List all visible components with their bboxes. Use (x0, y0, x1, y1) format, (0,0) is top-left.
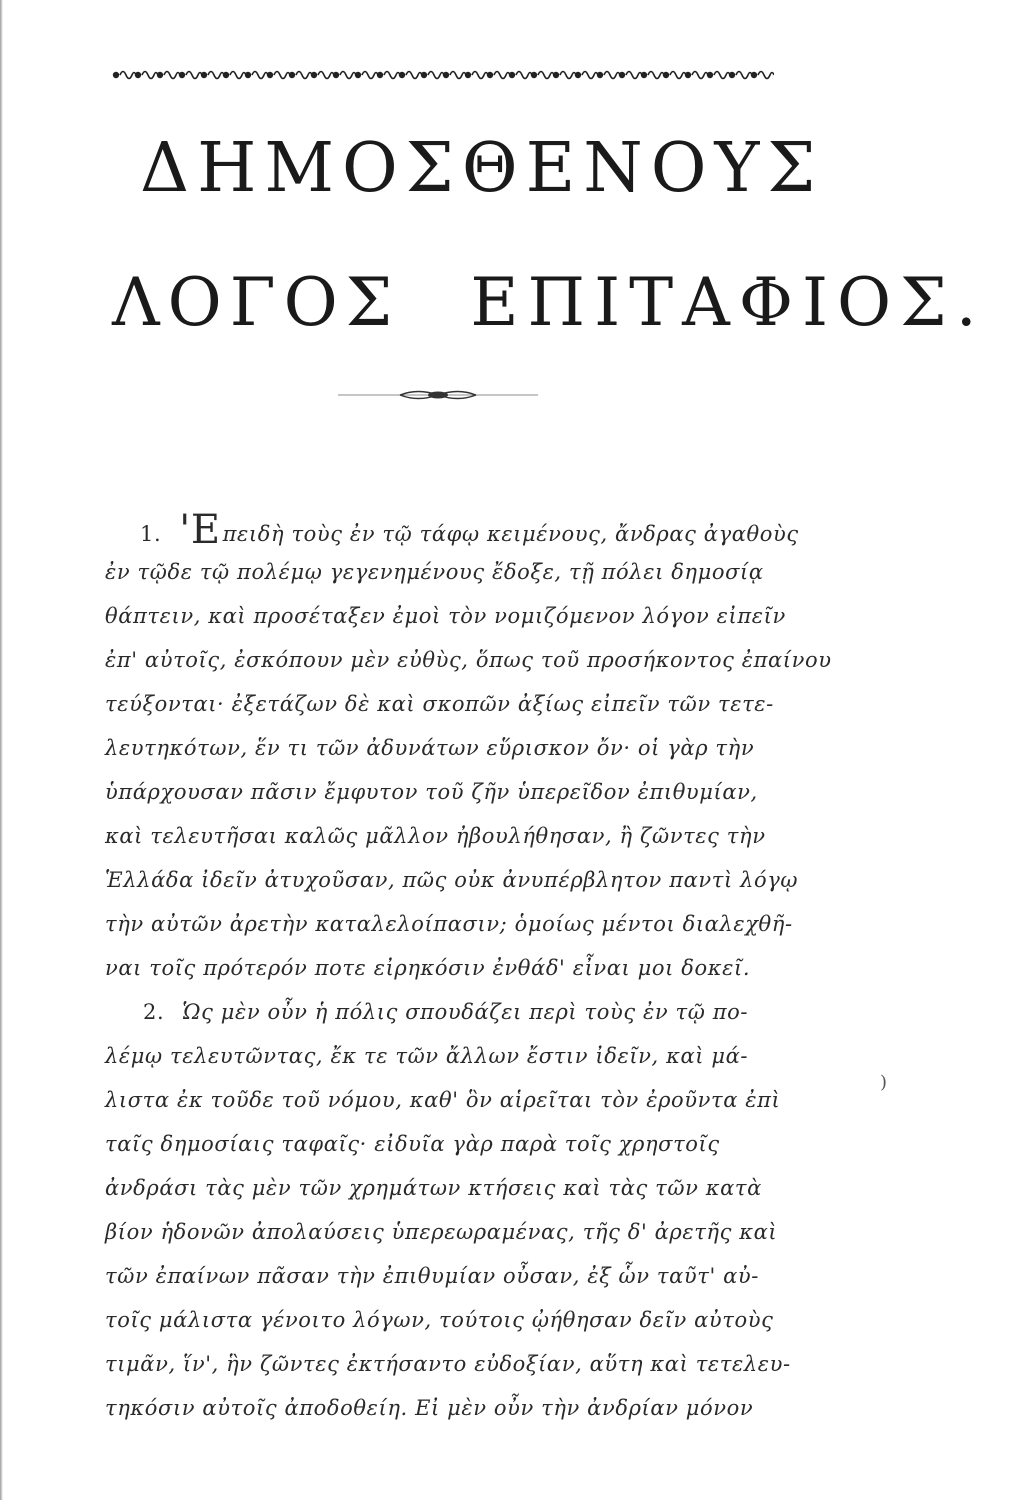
margin-mark: ) (880, 1072, 888, 1093)
ornament-scroll (340, 72, 356, 79)
ornament-dot (553, 72, 559, 78)
ornament-scroll (648, 72, 664, 79)
text-line: λευτηκότων, ἕν τι τῶν ἀδυνάτων εὕρισκον ὄν· οἱ γὰρ τὴν (105, 736, 755, 760)
text-line: τιμᾶν, ἵν', ἣν ζῶντες ἐκτήσαντο εὐδοξίαν, αὕτη καὶ τετελευ- (105, 1352, 791, 1376)
paragraph-number: 2. (143, 1000, 165, 1024)
subtitle-word-logos: ΛΟΓΟΣ (112, 264, 401, 341)
text-line: λιστα ἐκ τοῦδε τοῦ νόμου, καθ' ὃν αἱρεῖται τὸν ἐροῦντα ἐπὶ (105, 1088, 781, 1112)
ornament-scroll (626, 72, 642, 79)
paragraph-2-first-line (143, 1002, 748, 1023)
text-line: Ὡς μὲν οὖν ἡ πόλις σπουδάζει περὶ τοὺς ἐν τῷ πο- (182, 1000, 749, 1024)
ornament-scroll (142, 72, 158, 79)
ornament-scroll (758, 72, 774, 79)
title-rule-ornament (338, 386, 538, 404)
ornament-dot (619, 72, 625, 78)
ornament-scroll (252, 72, 268, 79)
ornament-scroll (186, 72, 202, 79)
text-line: ἐν τῷδε τῷ πολέμῳ γεγενημένους ἔδοξε, τῇ πόλει δημοσίᾳ (105, 560, 764, 584)
ornament-scroll (560, 72, 576, 79)
ornament-dot (707, 72, 713, 78)
text-line: ὑπάρχουσαν πᾶσιν ἔμφυτον τοῦ ζῆν ὑπερεῖδον ἐπιθυμίαν, (105, 780, 758, 804)
ornament-scroll (538, 72, 554, 79)
text-line: τῶν ἐπαίνων πᾶσαν τὴν ἐπιθυμίαν οὖσαν, ἐξ ὧν ταῦτ' αὐ- (105, 1264, 759, 1288)
ornament-scroll (692, 72, 708, 79)
ornament-scroll (736, 72, 752, 79)
ornament-scroll (208, 72, 224, 79)
ornament-dot (685, 72, 691, 78)
ornament-scroll (494, 72, 510, 79)
ornament-dot (135, 72, 141, 78)
page-left-edge (0, 0, 3, 1500)
ornament-scroll (604, 72, 620, 79)
ornament-scroll (714, 72, 730, 79)
ornament-dot (113, 72, 119, 78)
text-line: καὶ τελευτῆσαι καλῶς μᾶλλον ἠβουλήθησαν, ἢ ζῶντες τὴν (105, 824, 766, 848)
text-line: βίον ἡδονῶν ἀπολαύσεις ὑπερεωραμένας, τῆς δ' ἀρετῆς καὶ (105, 1220, 778, 1244)
ornament-dot (641, 72, 647, 78)
ornament-scroll (318, 72, 334, 79)
ornament-dot (729, 72, 735, 78)
ornament-dot (377, 72, 383, 78)
text-line: ἐπ' αὐτοῖς, ἐσκόπουν μὲν εὐθὺς, ὅπως τοῦ προσήκοντος ἐπαίνου (105, 648, 832, 672)
page-subtitle (112, 264, 986, 341)
text-line: τοῖς μάλιστα γένοιτο λόγων, τούτοις ᾠήθησαν δεῖν αὐτοὺς (105, 1308, 774, 1332)
ornament-scroll (384, 72, 400, 79)
subtitle-word-epitaphios: ΕΠΙΤΑΦΙΟΣ. (470, 264, 986, 341)
ornament-dot (487, 72, 493, 78)
ornament-dot (421, 72, 427, 78)
ornament-scroll (362, 72, 378, 79)
drop-cap: 'Ε (179, 507, 221, 553)
ornament-dot (575, 72, 581, 78)
ornament-dot (267, 72, 273, 78)
ornament-scroll (472, 72, 488, 79)
ornament-scroll (120, 72, 136, 79)
paragraph-1-first-line (140, 507, 799, 553)
ornament-scroll (296, 72, 312, 79)
ornament-dot (245, 72, 251, 78)
ornament-dot (179, 72, 185, 78)
ornament-scroll (274, 72, 290, 79)
text-line: ἀνδράσι τὰς μὲν τῶν χρημάτων κτήσεις καὶ τὰς τῶν κατὰ (105, 1176, 762, 1200)
ornament-scroll (406, 72, 422, 79)
text-line: τηκόσιν αὐτοῖς ἀποδοθείη. Εἰ μὲν οὖν τὴν ἀνδρίαν μόνον (105, 1396, 754, 1420)
text-line: θάπτειν, καὶ προσέταξεν ἐμοὶ τὸν νομιζόμενον λόγον εἰπεῖν (105, 604, 786, 628)
text-line: πειδὴ τοὺς ἐν τῷ τάφῳ κειμένους, ἄνδρας ἀγαθοὺς (222, 522, 799, 546)
ornament-dot (465, 72, 471, 78)
text-line: τὴν αὐτῶν ἀρετὴν καταλελοίπασιν; ὁμοίως μέντοι διαλεχθῆ- (105, 912, 793, 936)
ornament-scroll (450, 72, 466, 79)
ornament-dot (157, 72, 163, 78)
ornament-dot (311, 72, 317, 78)
ornament-dot (333, 72, 339, 78)
ornament-dot (597, 72, 603, 78)
ornament-scroll (164, 72, 180, 79)
ornament-dot (355, 72, 361, 78)
ornament-dot (751, 72, 757, 78)
text-line: ταῖς δημοσίαις ταφαῖς· εἰδυῖα γὰρ παρὰ τοῖς χρηστοῖς (105, 1132, 720, 1156)
ornament-scroll (230, 72, 246, 79)
ornament-dot (443, 72, 449, 78)
paragraph-number: 1. (140, 522, 162, 546)
text-line: ναι τοῖς πρότερόν ποτε εἰρηκόσιν ἐνθάδ' εἶναι μοι δοκεῖ. (105, 956, 751, 980)
ornament-dot (509, 72, 515, 78)
ornament-dot (663, 72, 669, 78)
ornament-dot (201, 72, 207, 78)
ornament-dot (531, 72, 537, 78)
ornament-dot (289, 72, 295, 78)
ornament-dot (399, 72, 405, 78)
ornament-scroll (670, 72, 686, 79)
header-ornament-band (108, 60, 774, 90)
ornament-dot (223, 72, 229, 78)
ornament-scroll (582, 72, 598, 79)
text-line: Ἑλλάδα ἰδεῖν ἀτυχοῦσαν, πῶς οὐκ ἀνυπέρβλητον παντὶ λόγῳ (105, 868, 799, 892)
ornament-scroll (516, 72, 532, 79)
page-title: ΔΗΜΟΣΘΕΝΟΥΣ (140, 129, 824, 208)
ornament-scroll (428, 72, 444, 79)
text-line: λέμῳ τελευτῶντας, ἔκ τε τῶν ἄλλων ἔστιν ἰδεῖν, καὶ μά- (105, 1044, 749, 1068)
text-line: τεύξονται· ἐξετάζων δὲ καὶ σκοπῶν ἀξίως εἰπεῖν τῶν τετε- (105, 692, 774, 716)
